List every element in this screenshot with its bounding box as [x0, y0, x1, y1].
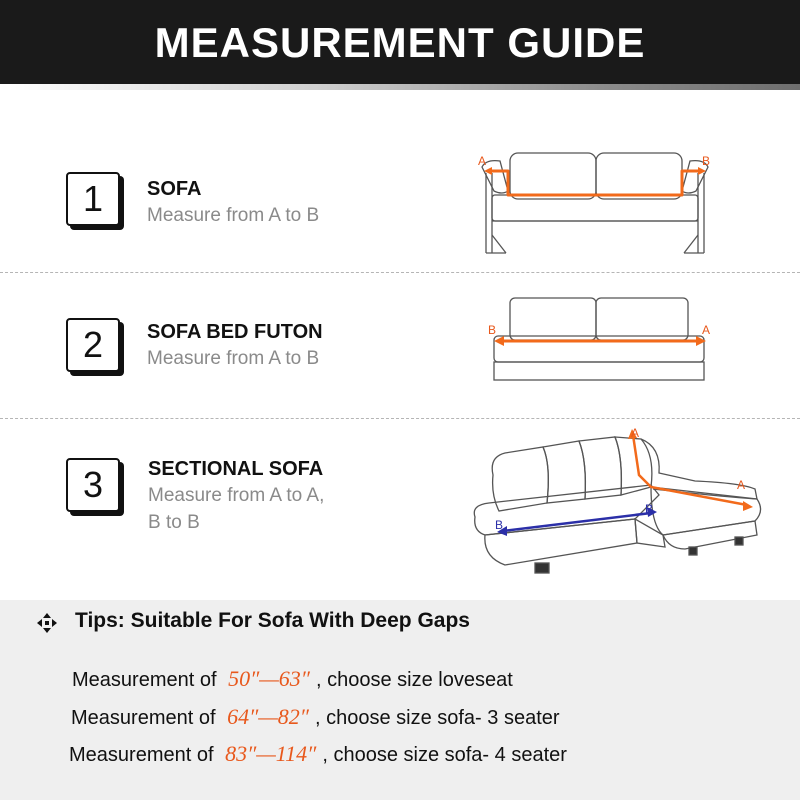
tip-row-loveseat — [72, 666, 513, 692]
tip-prefix: Measurement of — [72, 669, 217, 691]
step-number-box: 3 — [66, 458, 120, 512]
section-divider — [0, 418, 800, 419]
tips-title: Tips: Suitable For Sofa With Deep Gaps — [75, 609, 470, 632]
section-divider — [0, 272, 800, 273]
tip-row-3-seater — [71, 704, 560, 730]
step-title: SOFA BED FUTON — [147, 321, 323, 343]
sofa-diagram — [470, 145, 720, 260]
tip-range: 64″—82″ — [227, 704, 309, 729]
tip-range: 50″—63″ — [228, 666, 310, 691]
tip-suffix: , choose size loveseat — [315, 669, 513, 691]
header-bar — [0, 0, 800, 84]
label-a-end: A — [737, 478, 746, 492]
label-b: B — [702, 154, 711, 168]
tip-suffix: , choose size sofa- 4 seater — [322, 744, 567, 766]
label-b-right: B — [645, 502, 654, 516]
header-gradient-strip — [0, 84, 800, 90]
step-subtitle: Measure from A to B — [147, 348, 320, 369]
page-title: MEASUREMENT GUIDE — [154, 19, 646, 66]
label-a-top: A — [631, 426, 640, 440]
tip-prefix: Measurement of — [69, 744, 214, 766]
step-number-box: 1 — [66, 172, 120, 226]
step-title: SOFA — [147, 178, 202, 200]
move-arrows-icon — [36, 612, 58, 634]
step-subtitle-line2: B to B — [148, 512, 200, 533]
label-b-left: B — [495, 518, 504, 532]
sectional-sofa-diagram — [465, 425, 770, 585]
label-a: A — [702, 323, 711, 337]
step-number-box: 2 — [66, 318, 120, 372]
tip-suffix: , choose size sofa- 3 seater — [314, 707, 560, 729]
step-subtitle: Measure from A to B — [147, 205, 320, 226]
tip-row-4-seater — [69, 741, 567, 767]
label-a: A — [478, 154, 487, 168]
step-subtitle-line1: Measure from A to A, — [148, 485, 325, 506]
tip-prefix: Measurement of — [71, 707, 216, 729]
tip-range: 83″—114″ — [225, 741, 317, 766]
label-b: B — [488, 323, 497, 337]
sofa-bed-diagram — [480, 292, 720, 384]
step-title: SECTIONAL SOFA — [148, 458, 324, 480]
